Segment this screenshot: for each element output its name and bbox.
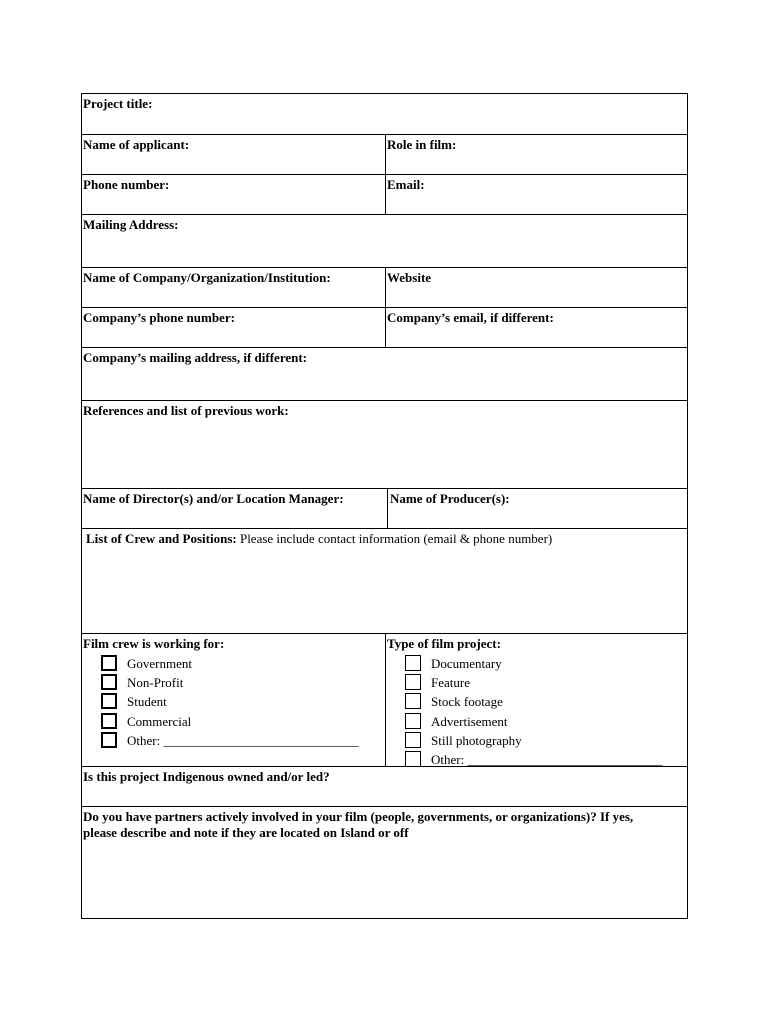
- project-type-option[interactable]: [404, 712, 662, 731]
- crew-note: Please include contact information (email & phone number): [236, 531, 553, 546]
- checkbox[interactable]: [405, 732, 421, 748]
- mailing-address-field[interactable]: [82, 215, 687, 267]
- option-label: Documentary: [431, 656, 502, 671]
- working-for-option[interactable]: [100, 731, 358, 750]
- checkbox[interactable]: [405, 674, 421, 690]
- options-row: [82, 633, 687, 766]
- project-type-option[interactable]: [404, 673, 662, 692]
- partners-label-line2: please describe and note if they are located on Island or off: [83, 825, 409, 840]
- project-type-group: [385, 634, 689, 766]
- project-title-label: Project title:: [83, 96, 153, 111]
- director-producer-row: [82, 488, 687, 528]
- company-phone-field[interactable]: [82, 308, 385, 347]
- company-email-field[interactable]: [385, 308, 689, 347]
- checkbox[interactable]: [405, 713, 421, 729]
- crew-field[interactable]: [82, 529, 687, 633]
- company-mailing-address-field[interactable]: [82, 348, 687, 400]
- producers-label: Name of Producer(s):: [390, 491, 510, 506]
- directors-field[interactable]: [82, 489, 387, 528]
- references-row: [82, 400, 687, 488]
- option-label: Stock footage: [431, 694, 503, 710]
- application-form: [81, 93, 688, 919]
- email-label: Email:: [387, 177, 425, 192]
- crew-label: List of Crew and Positions:: [86, 531, 237, 546]
- project-type-label: Type of film project:: [387, 636, 501, 651]
- option-label: Feature: [431, 675, 470, 691]
- website-label: Website: [387, 270, 432, 285]
- website-field[interactable]: [385, 268, 689, 307]
- phone-email-row: [82, 174, 687, 214]
- crew-row: [82, 528, 687, 633]
- applicant-name-label: Name of applicant:: [83, 137, 190, 152]
- checkbox[interactable]: [101, 674, 117, 690]
- mailing-address-row: [82, 214, 687, 267]
- working-for-group: [82, 634, 385, 766]
- project-type-option[interactable]: [404, 692, 662, 711]
- applicant-name-field[interactable]: [82, 135, 385, 174]
- company-name-field[interactable]: [82, 268, 385, 307]
- checkbox[interactable]: [101, 655, 117, 671]
- references-field[interactable]: [82, 401, 687, 488]
- company-row: [82, 267, 687, 307]
- checkbox[interactable]: [405, 655, 421, 671]
- option-label: Government: [127, 656, 192, 671]
- role-in-film-field[interactable]: [385, 135, 689, 174]
- working-for-options: [100, 654, 358, 750]
- option-label: Student: [127, 694, 167, 710]
- project-title-field[interactable]: [82, 94, 687, 134]
- project-type-option[interactable]: [404, 654, 662, 673]
- working-for-option[interactable]: [100, 692, 358, 711]
- project-type-option[interactable]: [404, 731, 662, 750]
- references-label: References and list of previous work:: [83, 403, 289, 418]
- checkbox[interactable]: [405, 751, 421, 767]
- working-for-label: Film crew is working for:: [83, 636, 225, 651]
- partners-label-line1: Do you have partners actively involved in your film (people, governments, or organizations)? If yes,: [83, 809, 634, 824]
- phone-number-label: Phone number:: [83, 177, 170, 192]
- indigenous-field[interactable]: [82, 767, 687, 806]
- applicant-row: [82, 134, 687, 174]
- project-title-row: [82, 94, 687, 134]
- checkbox[interactable]: [101, 713, 117, 729]
- working-for-option[interactable]: [100, 654, 358, 673]
- email-field[interactable]: [385, 175, 689, 214]
- directors-label: Name of Director(s) and/or Location Manager:: [83, 491, 344, 506]
- company-address-row: [82, 347, 687, 400]
- option-label: Other: ______________________________: [431, 751, 663, 767]
- company-name-label: Name of Company/Organization/Institution:: [83, 270, 331, 285]
- checkbox[interactable]: [405, 693, 421, 709]
- phone-number-field[interactable]: [82, 175, 385, 214]
- working-for-option[interactable]: [100, 673, 358, 692]
- option-label: Advertisement: [431, 713, 508, 729]
- indigenous-row: [82, 766, 687, 806]
- partners-row: [82, 806, 687, 920]
- indigenous-label: Is this project Indigenous owned and/or led?: [83, 769, 330, 784]
- working-for-option[interactable]: [100, 712, 358, 731]
- partners-field[interactable]: [82, 807, 687, 920]
- option-label: Other: ______________________________: [127, 732, 359, 748]
- company-email-label: Company’s email, if different:: [387, 310, 554, 325]
- checkbox[interactable]: [101, 693, 117, 709]
- option-label: Commercial: [127, 713, 192, 729]
- producers-field[interactable]: [387, 489, 689, 528]
- company-phone-label: Company’s phone number:: [83, 310, 235, 325]
- company-mailing-address-label: Company’s mailing address, if different:: [83, 350, 308, 365]
- company-contact-row: [82, 307, 687, 347]
- project-type-options: [404, 654, 662, 769]
- mailing-address-label: Mailing Address:: [83, 217, 179, 232]
- checkbox[interactable]: [101, 732, 117, 748]
- option-label: Non-Profit: [127, 675, 184, 691]
- role-in-film-label: Role in film:: [387, 137, 457, 152]
- option-label: Still photography: [431, 732, 522, 748]
